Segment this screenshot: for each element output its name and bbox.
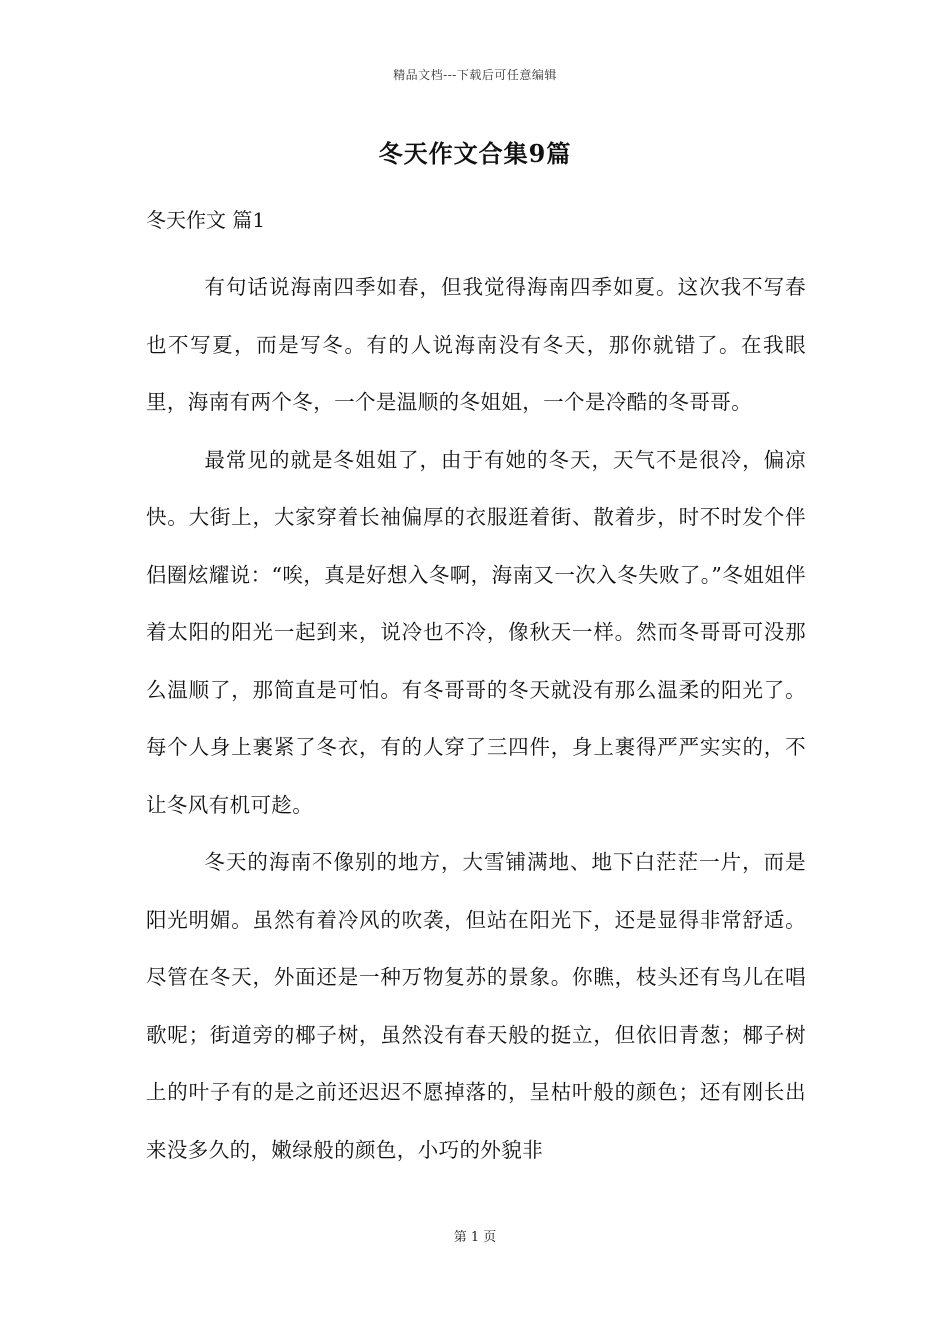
page-number: 第 1 页: [453, 1230, 497, 1245]
paragraph-1: 有句话说海南四季如春，但我觉得海南四季如夏。这次我不写春也不写夏，而是写冬。有的人说海南没有冬天，那你就错了。在我眼里，海南有两个冬，一个是温顺的冬姐姐，一个是冷酷的冬哥哥。: [146, 275, 806, 414]
body-text: [146, 259, 806, 1179]
document-title: 冬天作文合集9篇: [378, 139, 572, 168]
paragraph-3: 冬天的海南不像别的地方，大雪铺满地、地下白茫茫一片，而是阳光明媚。虽然有着冷风的吹袭，但站在阳光下，还是显得非常舒适。尽管在冬天，外面还是一种万物复苏的景象。你瞧，枝头还有鸟儿在唱歌呢；街道旁的椰子树，虽然没有春天般的挺立，但依旧青葱；椰子树上的叶子有的是之前还迟迟不愿掉落的，呈枯叶般的颜色；还有刚长出来没多久的，嫩绿般的颜色，小巧的外貌非: [146, 850, 806, 1162]
header-note: 精品文档---下载后可任意编辑: [393, 68, 557, 82]
section-heading: 冬天作文 篇1: [146, 208, 266, 232]
paragraph-2: 最常见的就是冬姐姐了，由于有她的冬天，天气不是很冷，偏凉快。大街上，大家穿着长袖偏厚的衣服逛着街、散着步，时不时发个伴侣圈炫耀说：“唉，真是好想入冬啊，海南又一次入冬失败了。”冬姐姐伴着太阳的阳光一起到来，说冷也不冷，像秋天一样。然而冬哥哥可没那么温顺了，那简直是可怕。有冬哥哥的冬天就没有那么温柔的阳光了。每个人身上裹紧了冬衣，有的人穿了三四件，身上裹得严严实实的，不让冬风有机可趁。: [146, 447, 806, 817]
